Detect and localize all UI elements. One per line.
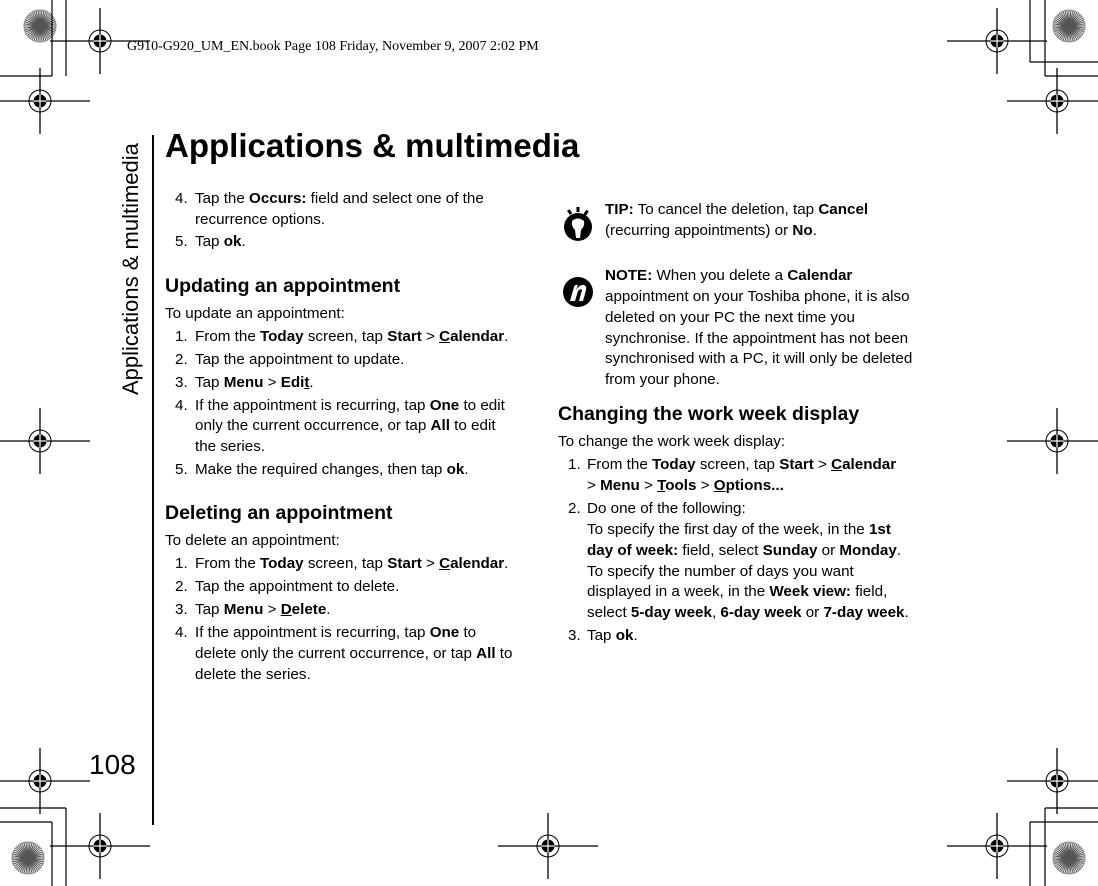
crosshair-mark-icon bbox=[0, 748, 90, 814]
text-run: Tap bbox=[195, 233, 224, 250]
text-run: > bbox=[587, 477, 601, 494]
text-run: Updating an appointment bbox=[165, 275, 401, 297]
text-run: Tap bbox=[195, 601, 224, 618]
text-run: . bbox=[241, 233, 246, 250]
text-run: . bbox=[896, 542, 902, 559]
list-number: 4. bbox=[175, 397, 188, 414]
list-number: 4. bbox=[175, 190, 188, 207]
text-line bbox=[558, 433, 785, 451]
list-number: 3. bbox=[175, 601, 188, 618]
text-line bbox=[165, 305, 345, 323]
text-line bbox=[587, 456, 896, 474]
text-line bbox=[605, 371, 720, 389]
section-heading bbox=[165, 502, 393, 524]
text-run: synchronise. If the appointment has not been bbox=[605, 330, 909, 347]
text-run: Tap bbox=[587, 627, 616, 644]
list-number: 2. bbox=[175, 351, 188, 368]
text-run: to bbox=[459, 624, 477, 641]
ui-term: Monday bbox=[839, 542, 897, 559]
note-icon bbox=[562, 276, 594, 308]
text-run: Do one of the following: bbox=[587, 500, 746, 517]
text-run: Tap bbox=[195, 374, 224, 391]
starburst-mark-icon bbox=[12, 842, 44, 874]
text-line bbox=[587, 563, 854, 581]
ui-term: One bbox=[429, 397, 460, 414]
text-run: only the current occurrence, or tap bbox=[195, 417, 431, 434]
ui-term: Calendar bbox=[787, 267, 853, 284]
text-run: or bbox=[801, 604, 824, 621]
crosshair-mark-icon bbox=[947, 8, 1047, 74]
ui-term: O bbox=[713, 477, 726, 494]
list-number: 2. bbox=[568, 500, 581, 517]
text-line bbox=[587, 583, 887, 601]
ui-term: Menu bbox=[223, 374, 264, 391]
crosshair-mark-icon bbox=[1007, 408, 1098, 474]
crosshair-mark-icon bbox=[1007, 68, 1098, 134]
text-run: the series. bbox=[195, 438, 266, 455]
text-line bbox=[165, 532, 340, 550]
text-run: > bbox=[639, 477, 658, 494]
list-number: 5. bbox=[175, 461, 188, 478]
ui-term: Today bbox=[260, 328, 304, 345]
ui-term: elete bbox=[291, 601, 327, 618]
text-line bbox=[195, 624, 476, 642]
section-heading bbox=[558, 403, 859, 425]
text-run: screen, tap bbox=[695, 456, 780, 473]
list-number: 3. bbox=[568, 627, 581, 644]
text-run: From the bbox=[587, 456, 652, 473]
text-run: From the bbox=[195, 555, 260, 572]
text-line bbox=[605, 201, 868, 219]
crosshair-mark-icon bbox=[0, 68, 90, 134]
text-run: select bbox=[587, 604, 631, 621]
text-run: recurrence options. bbox=[195, 211, 326, 228]
text-run: From the bbox=[195, 328, 260, 345]
ui-term: C bbox=[439, 328, 451, 345]
list-number: 4. bbox=[175, 624, 188, 641]
text-line bbox=[195, 397, 505, 415]
text-run: If the appointment is recurring, tap bbox=[195, 624, 430, 641]
text-run: To update an appointment: bbox=[165, 305, 345, 322]
ui-term: ools bbox=[665, 477, 697, 494]
text-run: Deleting an appointment bbox=[165, 502, 393, 524]
text-run: To cancel the deletion, tap bbox=[633, 201, 819, 218]
text-run: . bbox=[309, 374, 314, 391]
text-line bbox=[587, 542, 901, 560]
text-run: displayed in a week, in the bbox=[587, 583, 770, 600]
text-run: > bbox=[263, 374, 281, 391]
ui-term: Menu bbox=[223, 601, 264, 618]
ui-term: ok bbox=[223, 233, 242, 250]
text-line bbox=[605, 222, 817, 240]
crosshair-mark-icon bbox=[1007, 748, 1098, 814]
margin-rule bbox=[152, 135, 154, 825]
text-run: > bbox=[263, 601, 281, 618]
text-run: To delete an appointment: bbox=[165, 532, 340, 549]
text-line bbox=[195, 601, 331, 619]
ui-term: Week view: bbox=[769, 583, 851, 600]
text-run: Changing the work week display bbox=[558, 403, 860, 425]
text-run: > bbox=[421, 328, 440, 345]
ui-term: ptions... bbox=[725, 477, 784, 494]
text-run: appointment on your Toshiba phone, it is also bbox=[605, 288, 910, 305]
text-run: . bbox=[633, 627, 638, 644]
text-line bbox=[195, 666, 311, 684]
crosshair-mark-icon bbox=[0, 408, 90, 474]
ui-term: t bbox=[304, 374, 310, 391]
text-line bbox=[195, 190, 484, 208]
text-line bbox=[195, 578, 399, 596]
text-run: > bbox=[421, 555, 440, 572]
ui-term: Menu bbox=[600, 477, 640, 494]
list-number: 1. bbox=[568, 456, 581, 473]
text-run: to edit bbox=[459, 397, 505, 414]
book-info-line: G910-G920_UM_EN.book Page 108 Friday, November 9, 2007 2:02 PM bbox=[127, 39, 539, 54]
lightbulb-icon bbox=[563, 207, 593, 243]
ui-term: ok bbox=[615, 627, 634, 644]
text-line bbox=[195, 374, 314, 392]
text-line bbox=[587, 500, 746, 518]
text-line bbox=[605, 309, 855, 327]
text-run: delete the series. bbox=[195, 666, 311, 683]
ui-term: 6-day week bbox=[720, 604, 802, 621]
text-line bbox=[195, 438, 265, 456]
text-run: . bbox=[812, 222, 817, 239]
text-line bbox=[195, 328, 508, 346]
ui-term: Start bbox=[387, 328, 422, 345]
list-number: 3. bbox=[175, 374, 188, 391]
text-run: from your phone. bbox=[605, 371, 720, 388]
ui-term: NOTE: bbox=[605, 267, 653, 284]
text-run: . bbox=[504, 328, 509, 345]
page-title: Applications & multimedia bbox=[165, 127, 580, 164]
list-number: 5. bbox=[175, 233, 188, 250]
ui-term: Occurs: bbox=[249, 190, 307, 207]
text-run: Make the required changes, then tap bbox=[195, 461, 447, 478]
text-run: Tap the appointment to delete. bbox=[195, 578, 400, 595]
text-run: synchronised with a PC, it will only be deleted bbox=[605, 350, 913, 367]
ui-term: Today bbox=[260, 555, 304, 572]
text-line bbox=[587, 521, 891, 539]
text-run: . bbox=[904, 604, 909, 621]
ui-term: All bbox=[476, 645, 496, 662]
ui-term: C bbox=[439, 555, 451, 572]
text-line bbox=[195, 645, 512, 663]
ui-term: One bbox=[429, 624, 460, 641]
side-section-title: Applications & multimedia bbox=[118, 143, 143, 395]
text-run: Tap the appointment to update. bbox=[195, 351, 405, 368]
starburst-mark-icon bbox=[1053, 842, 1085, 874]
text-run: screen, tap bbox=[303, 328, 388, 345]
text-run: Tap the bbox=[195, 190, 250, 207]
ui-term: T bbox=[657, 477, 666, 494]
text-line bbox=[195, 351, 404, 369]
list-number: 2. bbox=[175, 578, 188, 595]
text-run: deleted on your PC the next time you bbox=[605, 309, 855, 326]
text-line bbox=[195, 211, 325, 229]
text-line bbox=[587, 477, 784, 495]
text-run: > bbox=[813, 456, 832, 473]
text-line bbox=[587, 604, 909, 622]
ui-term: Edi bbox=[280, 374, 305, 391]
section-heading bbox=[165, 275, 400, 297]
text-run: . bbox=[464, 461, 469, 478]
text-run: to edit bbox=[449, 417, 496, 434]
text-run: delete only the current occurrence, or tap bbox=[195, 645, 477, 662]
text-run: field, bbox=[850, 583, 888, 600]
list-number: 1. bbox=[175, 555, 188, 572]
starburst-mark-icon bbox=[1053, 10, 1085, 42]
page-number: 108 bbox=[89, 749, 136, 780]
text-line bbox=[587, 627, 638, 645]
ui-term: ok bbox=[446, 461, 465, 478]
text-run: (recurring appointments) or bbox=[605, 222, 793, 239]
ui-term: Today bbox=[652, 456, 696, 473]
ui-term: No bbox=[792, 222, 813, 239]
crosshair-mark-icon bbox=[947, 813, 1047, 879]
crosshair-mark-icon bbox=[50, 813, 150, 879]
ui-term: All bbox=[430, 417, 450, 434]
text-run: field and select one of the bbox=[306, 190, 484, 207]
text-run: or bbox=[817, 542, 840, 559]
ui-term: day of week: bbox=[587, 542, 679, 559]
list-number: 1. bbox=[175, 328, 188, 345]
text-run: If the appointment is recurring, tap bbox=[195, 397, 430, 414]
text-line bbox=[605, 267, 852, 285]
text-line bbox=[605, 288, 910, 306]
text-line bbox=[195, 555, 508, 573]
ui-term: C bbox=[831, 456, 843, 473]
ui-term: 7-day week bbox=[823, 604, 905, 621]
text-run: . bbox=[504, 555, 509, 572]
text-run: To specify the first day of the week, in the bbox=[587, 521, 869, 538]
text-line bbox=[605, 350, 912, 368]
text-run: To change the work week display: bbox=[558, 433, 786, 450]
ui-term: Start bbox=[779, 456, 814, 473]
text-line bbox=[195, 417, 496, 435]
ui-term: alendar bbox=[842, 456, 897, 473]
crosshair-mark-icon bbox=[498, 813, 598, 879]
text-run: to bbox=[495, 645, 513, 662]
text-run: > bbox=[696, 477, 714, 494]
text-line bbox=[605, 330, 908, 348]
ui-term: Cancel bbox=[818, 201, 869, 218]
text-run: field, select bbox=[678, 542, 763, 559]
text-line bbox=[195, 461, 469, 479]
ui-term: alendar bbox=[450, 555, 505, 572]
text-run: To specify the number of days you want bbox=[587, 563, 854, 580]
text-run: , bbox=[711, 604, 721, 621]
ui-term: 1st bbox=[868, 521, 891, 538]
starburst-mark-icon bbox=[24, 10, 56, 42]
ui-term: D bbox=[280, 601, 292, 618]
text-run: . bbox=[326, 601, 331, 618]
ui-term: Sunday bbox=[762, 542, 818, 559]
text-run: When you delete a bbox=[652, 267, 788, 284]
text-run: screen, tap bbox=[303, 555, 388, 572]
ui-term: TIP: bbox=[605, 201, 634, 218]
ui-term: alendar bbox=[450, 328, 505, 345]
text-line bbox=[195, 233, 246, 251]
ui-term: Start bbox=[387, 555, 422, 572]
ui-term: 5-day week bbox=[630, 604, 712, 621]
